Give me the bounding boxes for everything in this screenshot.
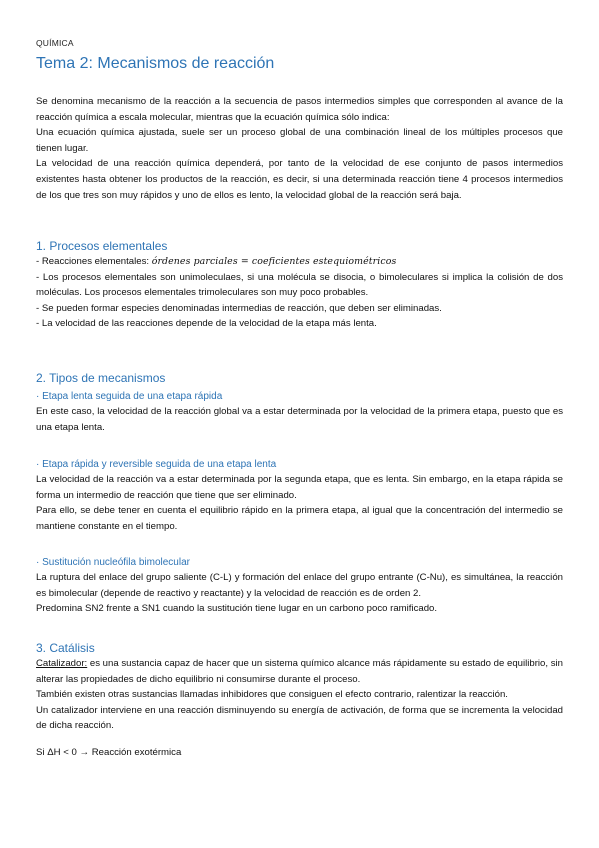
formula: órdenes parciales = coeficientes estequiométricos (151, 256, 397, 267)
subsection-etapa-lenta (36, 390, 563, 435)
subsection-etapa-rapida (36, 458, 563, 534)
paragraph: Para ello, se debe tener en cuenta el equilibrio rápido en la primera etapa, al igual que la concentración del intermedio se mantiene constante en el tiempo. (36, 505, 563, 532)
intro-paragraph-1: Se denomina mecanismo de la reacción a la secuencia de pasos intermedios simples que corresponden al avance de la reacción química a escala molecular, mientras que la ecuación química sólo indica: (36, 96, 563, 123)
catalyst-term: Catalizador: (36, 658, 88, 669)
intro-section (36, 94, 563, 203)
list-item: - La velocidad de las reacciones depende de la velocidad de la etapa más lenta. (36, 318, 377, 330)
paragraph (36, 656, 563, 687)
paragraph: También existen otras sustancias llamadas inhibidores que consiguen el efecto contrario, ralentizar la reacción. (36, 689, 508, 701)
list-item-prefix: - Reacciones elementales: (36, 256, 152, 267)
subsection-sustitucion (36, 556, 563, 617)
section-procesos-elementales (36, 238, 563, 332)
paragraph: Predomina SN2 frente a SN1 cuando la sustitución tiene lugar en un carbono poco ramificado. (36, 603, 438, 615)
section-heading: 2. Tipos de mecanismos (36, 371, 166, 385)
header-label: QUÍMICA (36, 38, 74, 48)
paragraph: Si ΔH < 0 → Reacción exotérmica (36, 746, 182, 758)
list-item: - Los procesos elementales son unimoleculaes, si una molécula se disocia, o bimoleculares si implica la colisión de dos moléculas. Los procesos elementales trimoleculares son muy poco probables. (36, 271, 563, 299)
section-heading: 3. Catálisis (36, 641, 95, 655)
section-catalisis (36, 640, 563, 761)
list-item: - Se pueden formar especies denominadas intermedias de reacción, que deben ser eliminadas. (36, 302, 442, 314)
subsection-heading: · Etapa rápida y reversible seguida de una etapa lenta (36, 459, 277, 470)
paragraph: En este caso, la velocidad de la reacción global va a estar determinada por la velocidad de la primera etapa, puesto que es una etapa lenta. (36, 406, 563, 433)
section-heading: 1. Procesos elementales (36, 239, 168, 253)
subsection-heading: · Sustitución nucleófila bimolecular (36, 557, 190, 568)
page-title: Tema 2: Mecanismos de reacción (36, 55, 275, 72)
intro-paragraph-3: La velocidad de una reacción química dependerá, por tanto de la velocidad de ese conjunto de pasos intermedios existentes hasta obtener los productos de la reacción, es decir, si una determinada reacción tiene 4 procesos intermedios de los que tres son muy rápidos y uno de ellos es lento, la velocidad global de la reacción será baja. (36, 158, 563, 201)
intro-paragraph-2: Una ecuación química ajustada, suele ser un proceso global de una combinación lineal de los múltiples procesos que tienen lugar. (36, 127, 563, 154)
catalyst-definition: es una sustancia capaz de hacer que un sistema químico alcance más rápidamente su estado de equilibrio, sin alterar las propiedades de dicho equilibrio ni consumirse durante el proceso. (36, 658, 563, 685)
paragraph: Un catalizador interviene en una reacción disminuyendo su energía de activación, de forma que se incrementa la velocidad de dicha reacción. (36, 704, 563, 732)
paragraph: La velocidad de la reacción va a estar determinada por la segunda etapa, que es lenta. Sin embargo, en la etapa rápida se forma un intermedio de reacción que tiene que ser eliminado. (36, 474, 563, 501)
section-tipos-mecanismos (36, 370, 563, 386)
subsection-heading: · Etapa lenta seguida de una etapa rápida (36, 391, 223, 402)
list-item (36, 254, 563, 270)
paragraph: La ruptura del enlace del grupo saliente (C-L) y formación del enlace del grupo entrante (C-Nu), es simultánea, la reacción es bimolecular (depende de reactivo y reactante) y la velocidad de reacción es de orden 2. (36, 572, 563, 599)
